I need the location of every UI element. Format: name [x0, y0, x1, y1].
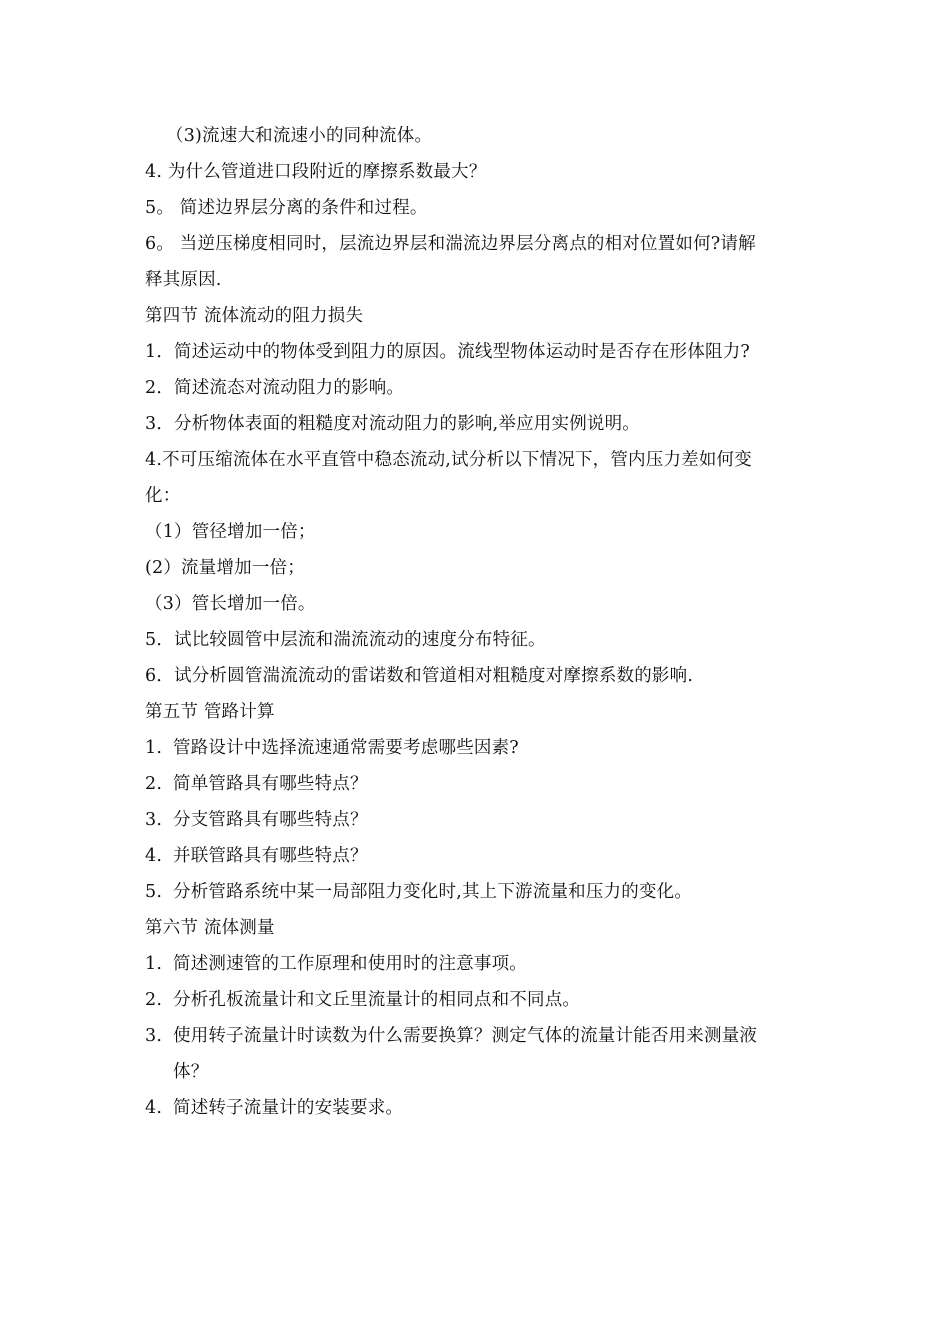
question-text: 管路设计中选择流速通常需要考虑哪些因素?: [173, 738, 519, 758]
question-text-continuation: 化：: [145, 486, 181, 506]
list-item: [145, 988, 580, 1012]
list-item: [145, 772, 368, 796]
question-text: 分析孔板流量计和文丘里流量计的相同点和不同点。: [173, 990, 581, 1010]
question-text: 并联管路具有哪些特点？: [173, 846, 368, 866]
list-item: [145, 880, 692, 904]
question-text: 4.不可压缩流体在水平直管中稳态流动,试分析以下情况下，管内压力差如何变: [145, 450, 752, 470]
question-text: 6。 当逆压梯度相同时，层流边界层和湍流边界层分离点的相对位置如何?请解: [145, 234, 756, 254]
list-number: 4.: [145, 846, 163, 866]
list-number: 5.: [145, 882, 163, 902]
question-text-continuation: 体？: [173, 1062, 209, 1082]
list-number: 1.: [145, 954, 163, 974]
question-text: 简单管路具有哪些特点？: [173, 774, 368, 794]
list-item: [145, 808, 368, 832]
list-number: 3.: [145, 810, 163, 830]
sub-question-text: (2）流量增加一倍；: [145, 558, 305, 578]
sub-question-text: （1）管径增加一倍；: [145, 522, 316, 542]
question-text-continuation: 释其原因.: [145, 270, 222, 290]
question-text: 5．试比较圆管中层流和湍流流动的速度分布特征。: [145, 630, 546, 650]
question-text: 使用转子流量计时读数为什么需要换算？测定气体的流量计能否用来测量液: [173, 1026, 758, 1046]
question-text: 5。 简述边界层分离的条件和过程。: [145, 198, 428, 218]
question-text: 简述测速管的工作原理和使用时的注意事项。: [173, 954, 527, 974]
question-text: 6．试分析圆管湍流流动的雷诺数和管道相对粗糙度对摩擦系数的影响.: [145, 666, 694, 686]
section-heading: 第六节 流体测量: [145, 918, 275, 938]
question-text: 简述转子流量计的安装要求。: [173, 1098, 404, 1118]
section-heading: 第四节 流体流动的阻力损失: [145, 306, 364, 326]
question-text: 1．简述运动中的物体受到阻力的原因。流线型物体运动时是否存在形体阻力?: [145, 342, 751, 362]
list-number: 2.: [145, 990, 163, 1010]
list-item: [145, 1096, 403, 1120]
section-heading: 第五节 管路计算: [145, 702, 275, 722]
list-item: [145, 952, 527, 976]
question-text: 分析管路系统中某一局部阻力变化时,其上下游流量和压力的变化。: [173, 882, 693, 902]
question-text: 4. 为什么管道进口段附近的摩擦系数最大？: [145, 162, 487, 182]
list-item: [145, 1024, 757, 1048]
list-number: 4.: [145, 1098, 163, 1118]
list-item: [145, 844, 368, 868]
question-text: （3)流速大和流速小的同种流体。: [166, 126, 433, 146]
list-item: [145, 736, 519, 760]
list-number: 2.: [145, 774, 163, 794]
question-text: 分支管路具有哪些特点？: [173, 810, 368, 830]
sub-question-text: （3）管长增加一倍。: [145, 594, 316, 614]
question-text: 3．分析物体表面的粗糙度对流动阻力的影响,举应用实例说明。: [145, 414, 640, 434]
list-number: 3.: [145, 1026, 163, 1046]
question-text: 2．简述流态对流动阻力的影响。: [145, 378, 405, 398]
list-number: 1.: [145, 738, 163, 758]
